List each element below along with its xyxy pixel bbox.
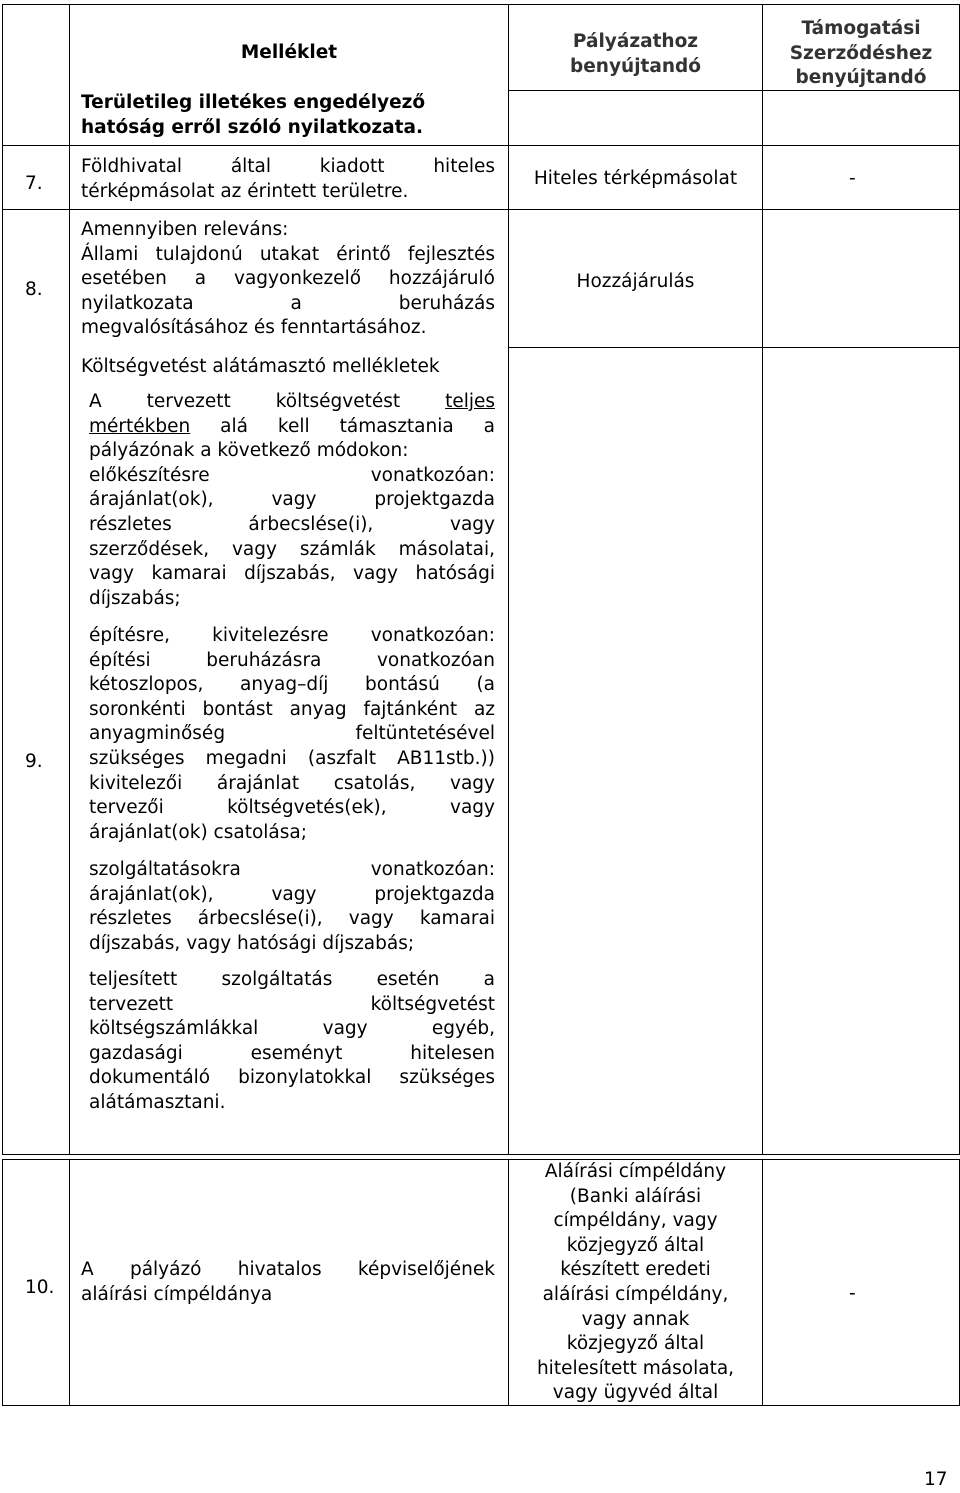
table2-left-border — [2, 1159, 3, 1406]
row7-description — [81, 155, 495, 204]
row8-desc-line3: esetében a vagyonkezelő hozzájáruló — [81, 268, 495, 290]
row10-palyazat-line4: közjegyző által — [566, 1234, 705, 1256]
row9-p1-line5: árajánlat(ok), vagy projektgazda — [89, 489, 495, 511]
row9-p3-line3: részletes árbecslése(i), vagy kamarai — [89, 908, 495, 930]
row9-p2-line6: szükséges megadni (aszfalt AB11stb.)) — [89, 747, 495, 769]
row9-title: Költségvetést alátámasztó mellékletek — [81, 356, 440, 377]
row9-p1-line4: előkészítésre vonatkozóan: — [89, 464, 495, 486]
header-palyazathoz — [509, 30, 762, 79]
row8-desc-line2: Állami tulajdonú utakat érintő fejlesztés — [81, 243, 495, 265]
row10-palyazat-line9: hitelesített másolata, — [536, 1357, 735, 1379]
row8-desc-line5: megvalósításához és fenntartásához. — [81, 317, 427, 339]
table1-left-border — [2, 4, 3, 1155]
header-tamogatasi — [763, 17, 959, 91]
page-number: 17 — [924, 1469, 948, 1490]
row8-description — [81, 218, 495, 341]
row10-number: 10. — [25, 1277, 55, 1298]
row10-palyazat-line10: vagy ügyvéd által — [552, 1382, 719, 1404]
row9-p4-line1: teljesített szolgáltatás esetén a — [89, 969, 495, 990]
row9-p1-line1 — [89, 390, 495, 415]
row10-palyazat-line3: címpéldány, vagy — [553, 1210, 718, 1232]
row9-p2-line2: építési beruházásra vonatkozóan — [89, 649, 495, 671]
row-intro-line1: Területileg illetékes engedélyező — [81, 92, 426, 113]
row7-tamogatas: - — [849, 168, 856, 189]
row9-paragraph-4 — [89, 968, 495, 1116]
row8-palyazat: Hozzájárulás — [576, 271, 695, 292]
row9-p4-line3: költségszámlákkal vagy egyéb, — [89, 1018, 495, 1040]
row10-palyazat-line2: (Banki aláírási — [569, 1185, 702, 1207]
row7-number: 7. — [25, 173, 43, 194]
row9-p2-line8: tervezői költségvetés(ek), vagy — [89, 797, 495, 819]
row10-palyazat-line7: vagy annak — [581, 1308, 690, 1330]
row9-p1-line2 — [89, 415, 495, 440]
row9-p2-line5: anyagminőség feltüntetésével — [89, 723, 495, 745]
row9-p1-line6: részletes árbecslése(i), vagy — [89, 513, 495, 535]
header-tamogatasi-line3: benyújtandó — [795, 67, 927, 89]
row9-p1-line3: pályázónak a következő módokon: — [89, 440, 409, 462]
row8-desc-line1: Amennyiben releváns: — [81, 219, 289, 240]
row10-palyazat-line5: készített eredeti — [560, 1259, 711, 1281]
row9-p1-line8: vagy kamarai díjszabás, vagy hatósági — [89, 563, 495, 585]
table-top-border — [2, 4, 960, 5]
row9-p2-line4: soronkénti bontást anyag fajtánként az — [89, 698, 495, 720]
row9-p1-line9: díjszabás; — [89, 587, 181, 609]
row9-p1-start: A tervezett költségvetést — [89, 391, 401, 412]
row10-palyazat-line1: Aláírási címpéldány — [544, 1161, 727, 1182]
row8-desc-line4: nyilatkozata a beruházás — [81, 292, 495, 314]
table2-number-border — [69, 1159, 70, 1406]
row8-number: 8. — [25, 279, 43, 300]
header-melleklet: Melléklet — [240, 42, 338, 63]
row9-p1-underlined-1: teljes — [445, 391, 495, 412]
table2-top-border — [2, 1159, 960, 1160]
row9-p2-line3: kétoszlopos, anyag–díj bontású (a — [89, 674, 495, 696]
row10-palyazat-line6: aláírási címpéldány, — [542, 1283, 729, 1305]
row7-bottom-border — [2, 209, 960, 210]
row10-desc-line1: A pályázó hivatalos képviselőjének — [81, 1259, 495, 1280]
row7-desc-line1: Földhivatal által kiadott hiteles — [81, 156, 495, 177]
header-palyazathoz-line2: benyújtandó — [570, 55, 701, 77]
row9-paragraph-3 — [89, 858, 495, 956]
row9-p2-line1: építésre, kivitelezésre vonatkozóan: — [89, 625, 495, 646]
number-column-border — [69, 4, 70, 1155]
palyazat-column-border — [762, 4, 763, 1155]
row9-p2-line9: árajánlat(ok) csatolása; — [89, 821, 307, 843]
row8-bottom-border — [508, 347, 960, 348]
row10-palyazat-line8: közjegyző által — [566, 1333, 705, 1355]
header-tamogatasi-line1: Támogatási — [801, 18, 921, 39]
row9-number: 9. — [25, 751, 43, 772]
row9-p1-line7: szerződések, vagy számlák másolatai, — [89, 538, 495, 560]
row9-p3-line1: szolgáltatásokra vonatkozóan: — [89, 859, 495, 880]
row9-p4-line2: tervezett költségvetést — [89, 993, 495, 1015]
table1-bottom-border — [2, 1154, 960, 1155]
row9-p4-line4: gazdasági eseményt hitelesen — [89, 1042, 495, 1064]
row7-desc-line2: térképmásolat az érintett területre. — [81, 180, 409, 202]
row10-palyazat — [509, 1160, 762, 1406]
table2-palyazat-border — [762, 1159, 763, 1406]
row10-description — [81, 1258, 495, 1307]
row9-p3-line2: árajánlat(ok), vagy projektgazda — [89, 883, 495, 905]
header-tamogatasi-line2: Szerződéshez — [789, 42, 933, 64]
row-intro-line2: hatóság erről szóló nyilatkozata. — [81, 116, 424, 138]
row9-p1-rest: alá kell támasztania a — [220, 415, 495, 437]
row10-desc-line2: aláírási címpéldánya — [81, 1283, 273, 1305]
row9-p3-line4: díjszabás, vagy hatósági díjszabás; — [89, 932, 415, 954]
row9-p2-line7: kivitelezői árajánlat csatolás, vagy — [89, 772, 495, 794]
row9-paragraph-2 — [89, 624, 495, 845]
row10-tamogatas: - — [849, 1283, 856, 1304]
row9-p1-underlined-2: mértékben — [89, 415, 191, 437]
row9-paragraph-1 — [89, 390, 495, 611]
row9-p4-line5: dokumentáló bizonylatokkal szükséges — [89, 1067, 495, 1089]
row-intro-text — [81, 91, 495, 140]
header-palyazathoz-line1: Pályázathoz — [572, 31, 699, 52]
row9-p4-line6: alátámasztani. — [89, 1091, 226, 1113]
table2-bottom-border — [2, 1405, 960, 1406]
row-intro-bottom-border — [2, 145, 960, 146]
row7-palyazat: Hiteles térképmásolat — [533, 168, 738, 189]
